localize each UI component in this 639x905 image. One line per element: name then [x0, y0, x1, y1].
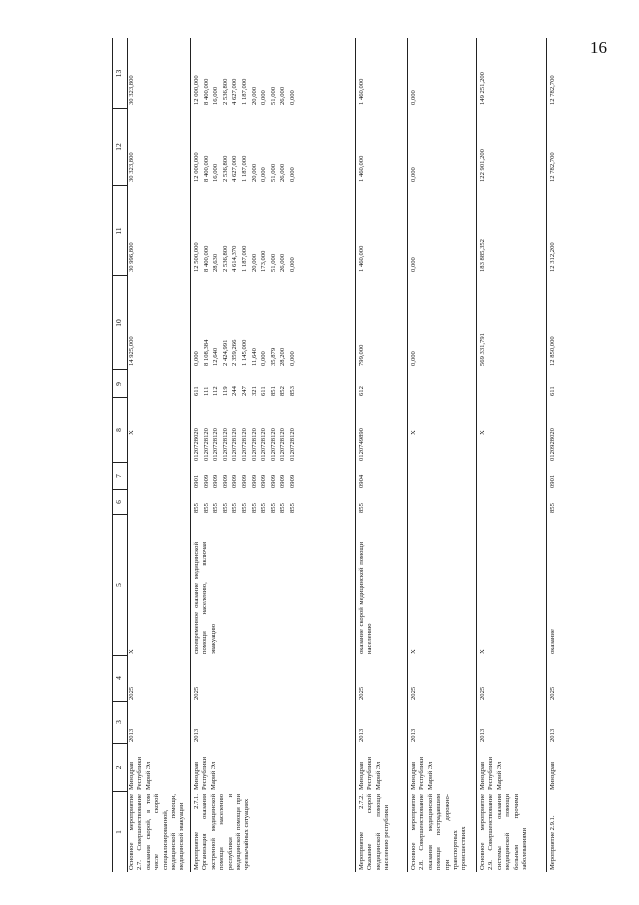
cell-c13: 149 251,200	[479, 72, 486, 105]
cell-c10: 35,879	[269, 347, 277, 366]
expected-result: оказание скорой медицинской помощи населению	[358, 542, 374, 654]
cell-c12: 26,000	[279, 163, 287, 182]
cell-c11: 26,000	[279, 253, 287, 272]
cell-c7: 0909	[241, 474, 248, 488]
cell-c7: 0909	[221, 474, 229, 488]
cell-c13: 12 782,700	[549, 75, 556, 105]
cell-c11: 8 400,000	[202, 245, 210, 272]
cell-c9: 247	[241, 386, 248, 396]
cell-c13: 30 323,800	[128, 75, 135, 105]
cell-c6: 855	[241, 503, 248, 513]
end-year: 2025	[193, 686, 200, 700]
page-number: 16	[590, 38, 607, 57]
cell-c6: 855	[279, 503, 287, 513]
cell-c8: X	[410, 430, 417, 435]
responsible-executor: Минздрав Республики Марий Эл	[410, 756, 434, 790]
header-divider	[113, 462, 127, 463]
cell-c7: 0909	[212, 474, 220, 488]
cell-c10: 0,000	[193, 351, 200, 366]
cell-c7: 0901	[549, 474, 556, 488]
activity-name: Основное мероприятие 2.9. Совершенствование системы оказания медицинской помощи больным прочими заболеваниями	[479, 794, 529, 870]
cell-c10: 14 925,000	[128, 336, 135, 366]
header-cell-5: 5	[114, 583, 123, 587]
cell-c9: 244	[231, 386, 239, 396]
cell-c9: 851	[269, 386, 277, 396]
cell-c9: 321	[250, 386, 258, 396]
cell-c12: 20,000	[250, 163, 258, 182]
start-year: 2013	[549, 728, 556, 742]
header-cell-3: 3	[114, 720, 123, 724]
cell-c6: 855	[202, 503, 210, 513]
end-year: 2025	[358, 686, 365, 700]
cell-c7: 0909	[260, 474, 268, 488]
cell-c13: 16,000	[212, 86, 220, 105]
cell-c11: 0,000	[289, 257, 296, 272]
cell-c12: 1 460,000	[358, 155, 365, 182]
header-cell-1: 1	[114, 830, 123, 834]
cell-c9: 852	[279, 386, 287, 396]
cell-c8: X	[128, 430, 135, 435]
cell-c10: 2 359,266	[231, 339, 239, 366]
header-cell-7: 7	[114, 474, 123, 478]
cell-c12: 0,000	[289, 167, 296, 182]
header-cell-10: 10	[114, 319, 123, 327]
cell-c12: 0,000	[260, 167, 268, 182]
responsible-executor: Минздрав Республики Марий Эл	[479, 756, 503, 790]
cell-c9: 611	[549, 386, 556, 396]
header-cell-4: 4	[114, 676, 123, 680]
responsible-executor: Минздрав Республики Марий Эл	[193, 756, 217, 790]
cell-c11: 12 500,000	[193, 242, 200, 272]
row-divider	[546, 38, 547, 872]
cell-c11: 183 885,352	[479, 239, 486, 272]
end-year: 2025	[410, 686, 417, 700]
cell-c8: 0120728120	[260, 428, 268, 461]
cell-c12: 30 323,800	[128, 152, 135, 182]
activity-name: Основное мероприятие 2.7. Совершенствование оказания скорой, в том числе скорой специализированной, медицинской помощи, медицинской эвакуации	[128, 794, 186, 870]
header-divider	[113, 397, 127, 398]
row-divider	[355, 38, 356, 872]
cell-c8: 0120728120	[289, 428, 296, 461]
header-divider	[113, 369, 127, 370]
cell-c10: 11,640	[250, 348, 258, 366]
cell-c6: 855	[269, 503, 277, 513]
cell-c9: 112	[212, 386, 220, 396]
expected-result: оказание	[549, 629, 556, 654]
header-divider	[113, 655, 127, 656]
cell-c11: 4 614,370	[231, 245, 239, 272]
header-divider	[113, 489, 127, 490]
cell-c12: 8 400,000	[202, 155, 210, 182]
cell-c13: 20,000	[250, 86, 258, 105]
cell-c11: 1 460,000	[358, 245, 365, 272]
cell-c6: 855	[212, 503, 220, 513]
row-divider	[190, 38, 191, 872]
cell-c12: 16,000	[212, 163, 220, 182]
end-year: 2025	[128, 686, 135, 700]
header-cell-11: 11	[114, 227, 123, 235]
header-cell-6: 6	[114, 500, 123, 504]
cell-c13: 51,000	[269, 86, 277, 105]
cell-c10: 799,000	[358, 344, 365, 366]
cell-c10: 0,000	[410, 351, 417, 366]
header-divider	[113, 514, 127, 515]
cell-c6: 855	[260, 503, 268, 513]
cell-c9: 111	[202, 386, 210, 396]
cell-c8: 0120728120	[221, 428, 229, 461]
header-cell-2: 2	[114, 765, 123, 770]
cell-c7: 0901	[193, 474, 200, 488]
cell-c7: 0909	[269, 474, 277, 488]
cell-c10: 8 108,384	[202, 339, 210, 366]
end-year: 2025	[549, 686, 556, 700]
header-divider	[113, 701, 127, 702]
cell-c10: 1 145,000	[241, 339, 248, 366]
cell-c11: 0,000	[410, 257, 417, 272]
start-year: 2013	[358, 728, 365, 742]
cell-c11: 20,000	[250, 253, 258, 272]
header-divider	[113, 743, 127, 744]
cell-c9: 853	[289, 386, 296, 396]
cell-c8: 0120749890	[358, 428, 365, 461]
cell-c11: 12 312,200	[549, 242, 556, 272]
header-cell-8: 8	[114, 428, 123, 432]
table-header-row	[112, 38, 128, 872]
cell-c9: 119	[221, 386, 229, 396]
cell-c6: 855	[221, 503, 229, 513]
header-divider	[113, 185, 127, 186]
start-year: 2013	[410, 728, 417, 742]
header-cell-13: 13	[114, 69, 123, 78]
cell-c10: 569 331,791	[479, 333, 486, 366]
cell-c6: 855	[250, 503, 258, 513]
cell-c6: 855	[549, 503, 556, 513]
cell-c7: 0909	[231, 474, 239, 488]
cell-c8: 0120728120	[269, 428, 277, 461]
cell-c7: 0909	[279, 474, 287, 488]
cell-c10: 12,640	[212, 347, 220, 366]
cell-c12: 1 187,000	[241, 155, 248, 182]
cell-c10: 0,000	[289, 351, 296, 366]
cell-c13: 1 187,000	[241, 78, 248, 105]
cell-c9: 611	[193, 386, 200, 396]
cell-c12: 2 536,800	[221, 155, 229, 182]
cell-c7: 0909	[289, 474, 296, 488]
activity-name: Мероприятие 2.9.1.	[549, 815, 556, 870]
cell-c13: 0,000	[260, 90, 268, 105]
expected-result: своевременное оказание медицинской помощи населению, включая эвакуацию	[193, 542, 217, 654]
start-year: 2013	[128, 728, 135, 742]
cell-c11: 28,630	[212, 253, 220, 272]
row-divider	[476, 38, 477, 872]
cell-c10: 12 850,000	[549, 336, 556, 366]
cell-c12: 122 901,200	[479, 149, 486, 182]
cell-c8: 0120728120	[250, 428, 258, 461]
cell-c8: 0120728020	[193, 428, 200, 461]
cell-c12: 51,000	[269, 163, 277, 182]
header-divider	[113, 791, 127, 792]
cell-c6: 855	[193, 503, 200, 513]
cell-c8: 0120728120	[231, 428, 239, 461]
header-divider	[113, 275, 127, 276]
cell-c13: 8 400,000	[202, 78, 210, 105]
cell-c6: 855	[358, 503, 365, 513]
end-year: 2025	[479, 686, 486, 700]
cell-c7: 0904	[358, 474, 365, 488]
cell-c9: 611	[260, 386, 268, 396]
start-year: 2013	[193, 728, 200, 742]
cell-c11: 2 536,800	[221, 245, 229, 272]
expected-result: X	[479, 649, 486, 654]
cell-c13: 26,000	[279, 86, 287, 105]
cell-c8: 0120728120	[241, 428, 248, 461]
cell-c7: 0909	[250, 474, 258, 488]
cell-c8: 0120728120	[212, 428, 220, 461]
responsible-executor: Минздрав	[549, 761, 556, 790]
cell-c12: 12 000,000	[193, 152, 200, 182]
cell-c11: 51,000	[269, 253, 277, 272]
expected-result: X	[410, 649, 417, 654]
header-cell-9: 9	[114, 382, 123, 386]
row-divider	[407, 38, 408, 872]
cell-c8: X	[479, 430, 486, 435]
responsible-executor: Минздрав Республики Марий Эл	[128, 756, 152, 790]
cell-c8: 0120728120	[202, 428, 210, 461]
cell-c10: 0,000	[260, 351, 268, 366]
cell-c13: 0,000	[289, 90, 296, 105]
cell-c6: 855	[289, 503, 296, 513]
cell-c11: 173,000	[260, 250, 268, 272]
start-year: 2013	[479, 728, 486, 742]
cell-c12: 4 627,000	[231, 155, 239, 182]
cell-c13: 4 627,000	[231, 78, 239, 105]
cell-c9: 612	[358, 386, 365, 396]
cell-c13: 2 536,800	[221, 78, 229, 105]
activity-name: Мероприятие 2.7.2. Оказание скорой медицинской помощи населению республики	[358, 794, 391, 870]
cell-c12: 12 782,700	[549, 152, 556, 182]
cell-c13: 12 000,000	[193, 75, 200, 105]
responsible-executor: Минздрав Республики Марий Эл	[358, 756, 382, 790]
cell-c8: 0120928020	[549, 428, 556, 461]
cell-c11: 30 996,800	[128, 242, 135, 272]
cell-c12: 0,000	[410, 167, 417, 182]
cell-c6: 855	[231, 503, 239, 513]
expected-result: X	[128, 649, 135, 654]
activity-name: Мероприятие 2.7.1. Организация оказания экстренной медицинской помощи населению республики и медицинской помощи при чрезвычайных ситуациях	[193, 794, 251, 870]
cell-c8: 0120728120	[279, 428, 287, 461]
header-cell-12: 12	[114, 143, 123, 151]
cell-c10: 28,200	[279, 347, 287, 366]
header-divider	[113, 108, 127, 109]
activity-name: Основное мероприятие 2.8. Совершенствование оказания медицинской помощи пострадавшим при дорожно-транспортных происшествиях	[410, 794, 468, 870]
cell-c11: 1 187,000	[241, 245, 248, 272]
budget-table	[112, 38, 590, 872]
cell-c13: 0,000	[410, 90, 417, 105]
cell-c10: 2 424,991	[221, 339, 229, 366]
cell-c7: 0909	[202, 474, 210, 488]
cell-c13: 1 460,000	[358, 78, 365, 105]
